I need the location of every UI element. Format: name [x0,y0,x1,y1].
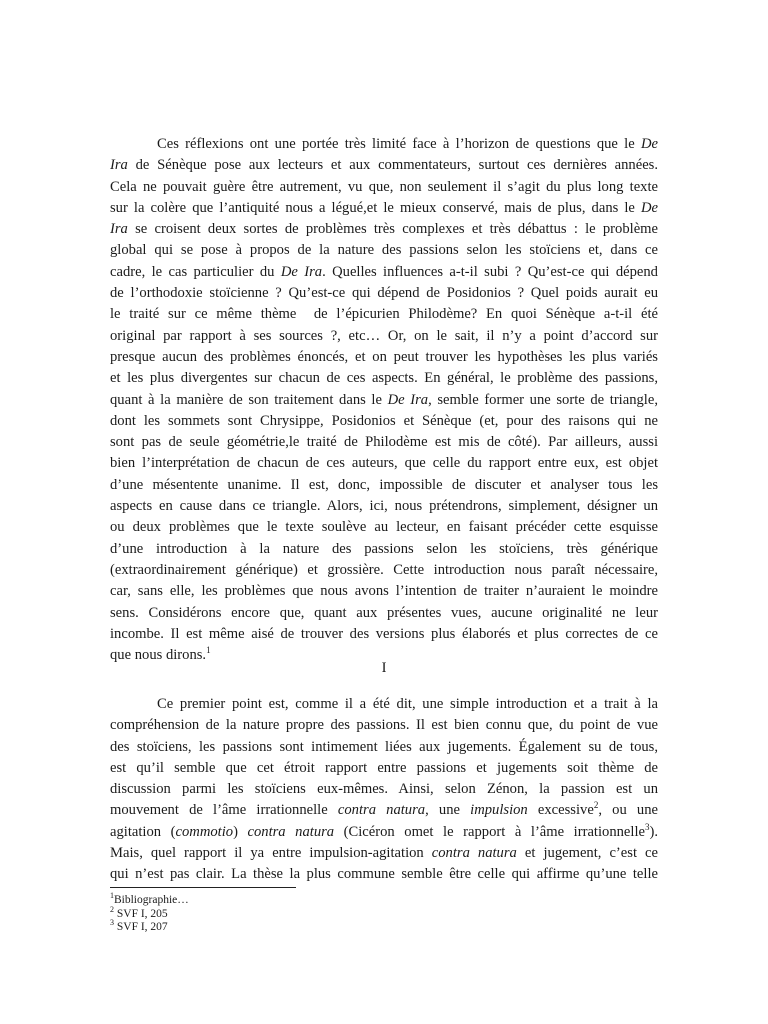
text-run: aspects en cause dans ce triangle. Alors, ici, nous prétendrons, simplement, désigner un [110,498,658,515]
text-line [110,240,658,261]
paragraph-section-one [110,694,658,886]
text-run: ). [649,823,658,840]
text-line [110,134,658,155]
text-run: mouvement de l’âme irrationnelle [110,802,338,819]
text-line [110,779,658,800]
text-line [110,304,658,325]
text-line [110,219,658,240]
footnote-number: 3 [110,918,114,928]
footnote-text: Bibliographie… [114,894,189,906]
text-line [110,262,658,283]
text-run: discussion parmi les stoïciens eux-mêmes. Ainsi, selon Zénon, la passion est un [110,781,658,798]
text-line [110,843,658,864]
italic-text: contra natura [431,845,517,862]
italic-text: impulsion [470,802,528,819]
text-line [110,326,658,347]
text-line [110,155,658,176]
text-run: dont les sommets sont Chrysippe, Posidonios et Sénèque (et, pour des raisons qui ne [110,412,658,429]
italic-text: Ira [110,157,128,174]
footnote-3 [110,918,658,935]
text-line [110,737,658,758]
text-run: Ces réflexions ont une portée très limité face à l’horizon de questions que le [157,136,641,152]
text-run: presque aucun des problèmes énoncés, et on peut trouver les hypothèses les plus variés [110,348,658,365]
text-line [110,517,658,538]
text-run: que nous dirons. [110,647,207,664]
text-line [110,198,658,219]
text-line [110,283,658,304]
text-run: qui n’est pas clair. La thèse la plus commune semble être celle qui affirme qu’une telle [110,866,658,883]
text-line [110,822,658,843]
text-run: bien l’interprétation de chacun de ces auteurs, que celle du rapport entre eux, est objet [110,455,658,472]
text-run: , une [425,802,471,819]
text-run: compréhension de la nature propre des passions. Il est bien connu que, du point de vue [110,717,658,734]
text-run: Mais, quel rapport il ya entre impulsion-agitation [110,845,432,862]
text-run: d’une mésentente unanime. Il est, donc, impossible de discuter et analyser tous les [110,476,658,493]
text-run: cadre, le cas particulier du [110,263,281,280]
text-line [110,560,658,581]
footnote-2 [110,904,658,922]
italic-text: De Ira [387,391,429,408]
text-line [110,453,658,474]
text-line [110,432,658,453]
text-run: et jugement, c’est ce [516,845,658,862]
text-run: (Cicéron omet le rapport à l’âme irrationnelle [334,823,645,840]
text-line [110,800,658,821]
text-run: excessive [527,802,594,819]
text-run: car, sans elle, les problèmes que nous avons l’intention de traiter n’auraient le moindre [110,583,658,600]
italic-text: commotio [175,823,234,840]
text-line [110,368,658,389]
text-run: Cela ne pouvait guère être autrement, vu que, non seulement il s’agit du plus long texte [110,178,658,195]
text-run: se croisent deux sortes de problèmes très complexes et très débattus : le problème [127,221,658,238]
text-run: est qu’il semble que cet étroit rapport entre passions et jugements soit thème de [110,759,658,776]
text-run: original par rapport à ses sources ?, etc… Or, on le sait, il n’y a point d’accord sur [110,327,658,344]
text-line [110,475,658,496]
text-line [110,864,658,885]
italic-text: Ira [110,221,128,238]
text-run: agitation ( [110,823,176,840]
text-run: le traité sur ce même thème de l’épicurien Philodème? En quoi Sénèque a-t-il été [110,306,658,323]
text-run: global qui se pose à propos de la nature des passions selon les stoïciens et, dans ce [110,242,658,259]
footnote-number: 2 [110,904,114,914]
section-heading: I [381,660,387,676]
italic-text: De [640,136,658,152]
footnote-text: SVF I, 207 [114,921,168,933]
text-line [110,496,658,517]
text-run: d’une introduction à la nature des passions selon les stoïciens, très générique [110,540,658,557]
text-run: ou deux problèmes que le texte soulève au lecteur, en faisant précéder cette esquisse [110,519,658,536]
footnote-number: 1 [110,891,114,901]
text-line [110,715,658,736]
italic-text: contra natura [247,823,335,840]
paragraph-intro [110,134,658,666]
text-run: ) [233,823,248,840]
text-run: sont pas de seule géométrie,le traité de Philodème est mis de côté). Par ailleurs, aussi [110,434,658,451]
text-run: . Quelles influences a-t-il subi ? Qu’est-ce qui dépend [322,263,658,280]
text-line [110,603,658,624]
footnote-ref: 2 [593,800,599,811]
text-run: Ce premier point est, comme il a été dit, une simple introduction et a trait à la [157,696,658,712]
text-run: de l’orthodoxie stoïcienne ? Qu’est-ce qui dépend de Posidonios ? Quel poids aurait eu [110,285,658,302]
footnote-text: SVF I, 205 [114,907,168,920]
text-run: sens. Considérons encore que, quant aux présentes vues, aucune originalité ne leur [110,604,658,621]
italic-text: contra natura [337,802,426,819]
text-run: , semble former une sorte de triangle, [428,391,658,408]
text-run: (extraordinairement générique) et grossière. Cette introduction nous paraît nécessaire, [110,561,658,578]
text-line [110,539,658,560]
italic-text: De [640,199,658,216]
text-line [110,177,658,198]
text-line [110,694,658,715]
text-line [110,624,658,645]
text-line [110,758,658,779]
text-line [110,347,658,368]
text-run: incombe. Il est même aisé de trouver des versions plus élaborés et plus correctes de ce [110,625,658,642]
footnote-ref: 1 [206,645,211,656]
italic-text: De Ira [280,263,323,280]
footnote-separator [110,887,296,888]
text-run: de Sénèque pose aux lecteurs et aux commentateurs, surtout ces dernières années. [127,157,658,174]
text-run: quant à la manière de son traitement dans le [110,391,388,408]
text-run: , ou une [598,802,658,819]
text-run: des stoïciens, les passions sont intimement liées aux jugements. Également su de tous, [110,738,658,755]
footnotes [110,891,658,935]
footnote-ref: 3 [645,821,650,832]
text-line [110,390,658,411]
text-run: et les plus divergentes sur chacun de ces aspects. En général, le problème des passions, [110,370,658,387]
text-line [110,581,658,602]
text-line [110,411,658,432]
text-run: sur la colère que l’antiquité nous a légué,et le mieux conservé, mais de plus, dans le [110,199,641,216]
footnote-1 [110,891,658,908]
